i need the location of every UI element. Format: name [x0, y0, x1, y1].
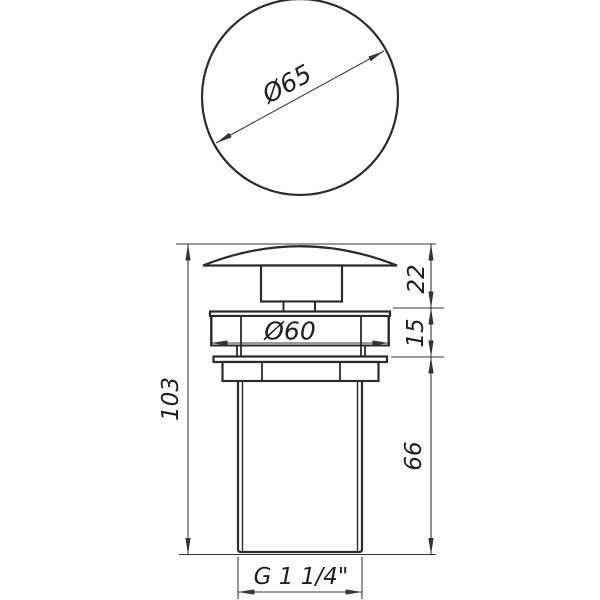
overall-height-label: 103: [158, 377, 184, 421]
tail-length-label: 66: [401, 441, 427, 471]
front-view: [203, 246, 397, 552]
lock-nut: [223, 362, 379, 381]
top-view: [202, 0, 398, 195]
collar-height-label: 15: [403, 318, 429, 348]
diameter-60-label: Ø60: [264, 316, 316, 346]
diameter-65-label: Ø65: [257, 58, 317, 110]
stem-neck: [284, 302, 316, 312]
threaded-tailpipe-outline: [238, 381, 362, 552]
cap-height-label: 22: [404, 264, 430, 294]
cap-dome-outline: [203, 246, 397, 265]
thread-size-label: G 1 1/4": [253, 564, 349, 590]
cap-stem: [261, 266, 342, 302]
